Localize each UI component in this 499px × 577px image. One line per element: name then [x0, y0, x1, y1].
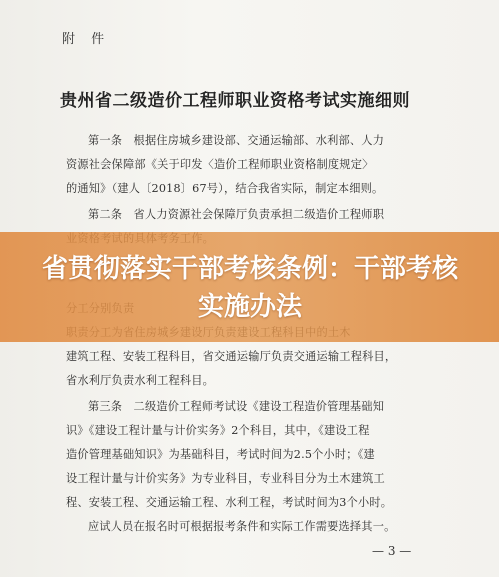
banner-headline: 省贯彻落实干部考核条例：干部考核实施办法: [41, 254, 458, 322]
article-3-line-5: 程、安装工程、交通运输工程、水利工程，考试时间为3个小时。: [66, 496, 393, 509]
document-title: 贵州省二级造价工程师职业资格考试实施细则: [60, 91, 410, 111]
article-2-line-5: 建筑工程、安装工程科目，省交通运输厅负责交通运输工程科目，: [66, 350, 397, 363]
article-3-line-1: 第三条 二级造价工程师考试设《建设工程造价管理基础知: [88, 400, 385, 413]
article-1-line-1: 第一条 根据住房城乡建设部、交通运输部、水利部、人力: [88, 134, 385, 147]
article-1-line-2: 资源社会保障部《关于印发〈造价工程师职业资格制度规定〉: [66, 158, 374, 171]
article-3-line-4: 设工程计量与计价实务》为专业科目，专业科目分为土木建筑工: [66, 472, 385, 485]
article-2-line-1: 第二条 省人力资源社会保障厅负责承担二级造价工程师职: [88, 208, 385, 221]
article-3-line-2: 识》《建设工程计量与计价实务》2个科目，其中，《建设工程: [66, 424, 370, 437]
article-3-line-6: 应试人员在报名时可根据报考条件和实际工作需要选择其一。: [88, 520, 396, 533]
article-2-line-6: 省水利厅负责水利工程科目。: [66, 374, 215, 387]
article-3-line-3: 造价管理基础知识》为基础科目，考试时间为2.5个小时；《建: [66, 448, 375, 461]
page-number: — 3 —: [372, 544, 412, 558]
attachment-label: 附 件: [62, 32, 111, 47]
article-1-line-3: 的通知》（建人〔2018〕67号），结合我省实际，制定本细则。: [66, 182, 384, 195]
